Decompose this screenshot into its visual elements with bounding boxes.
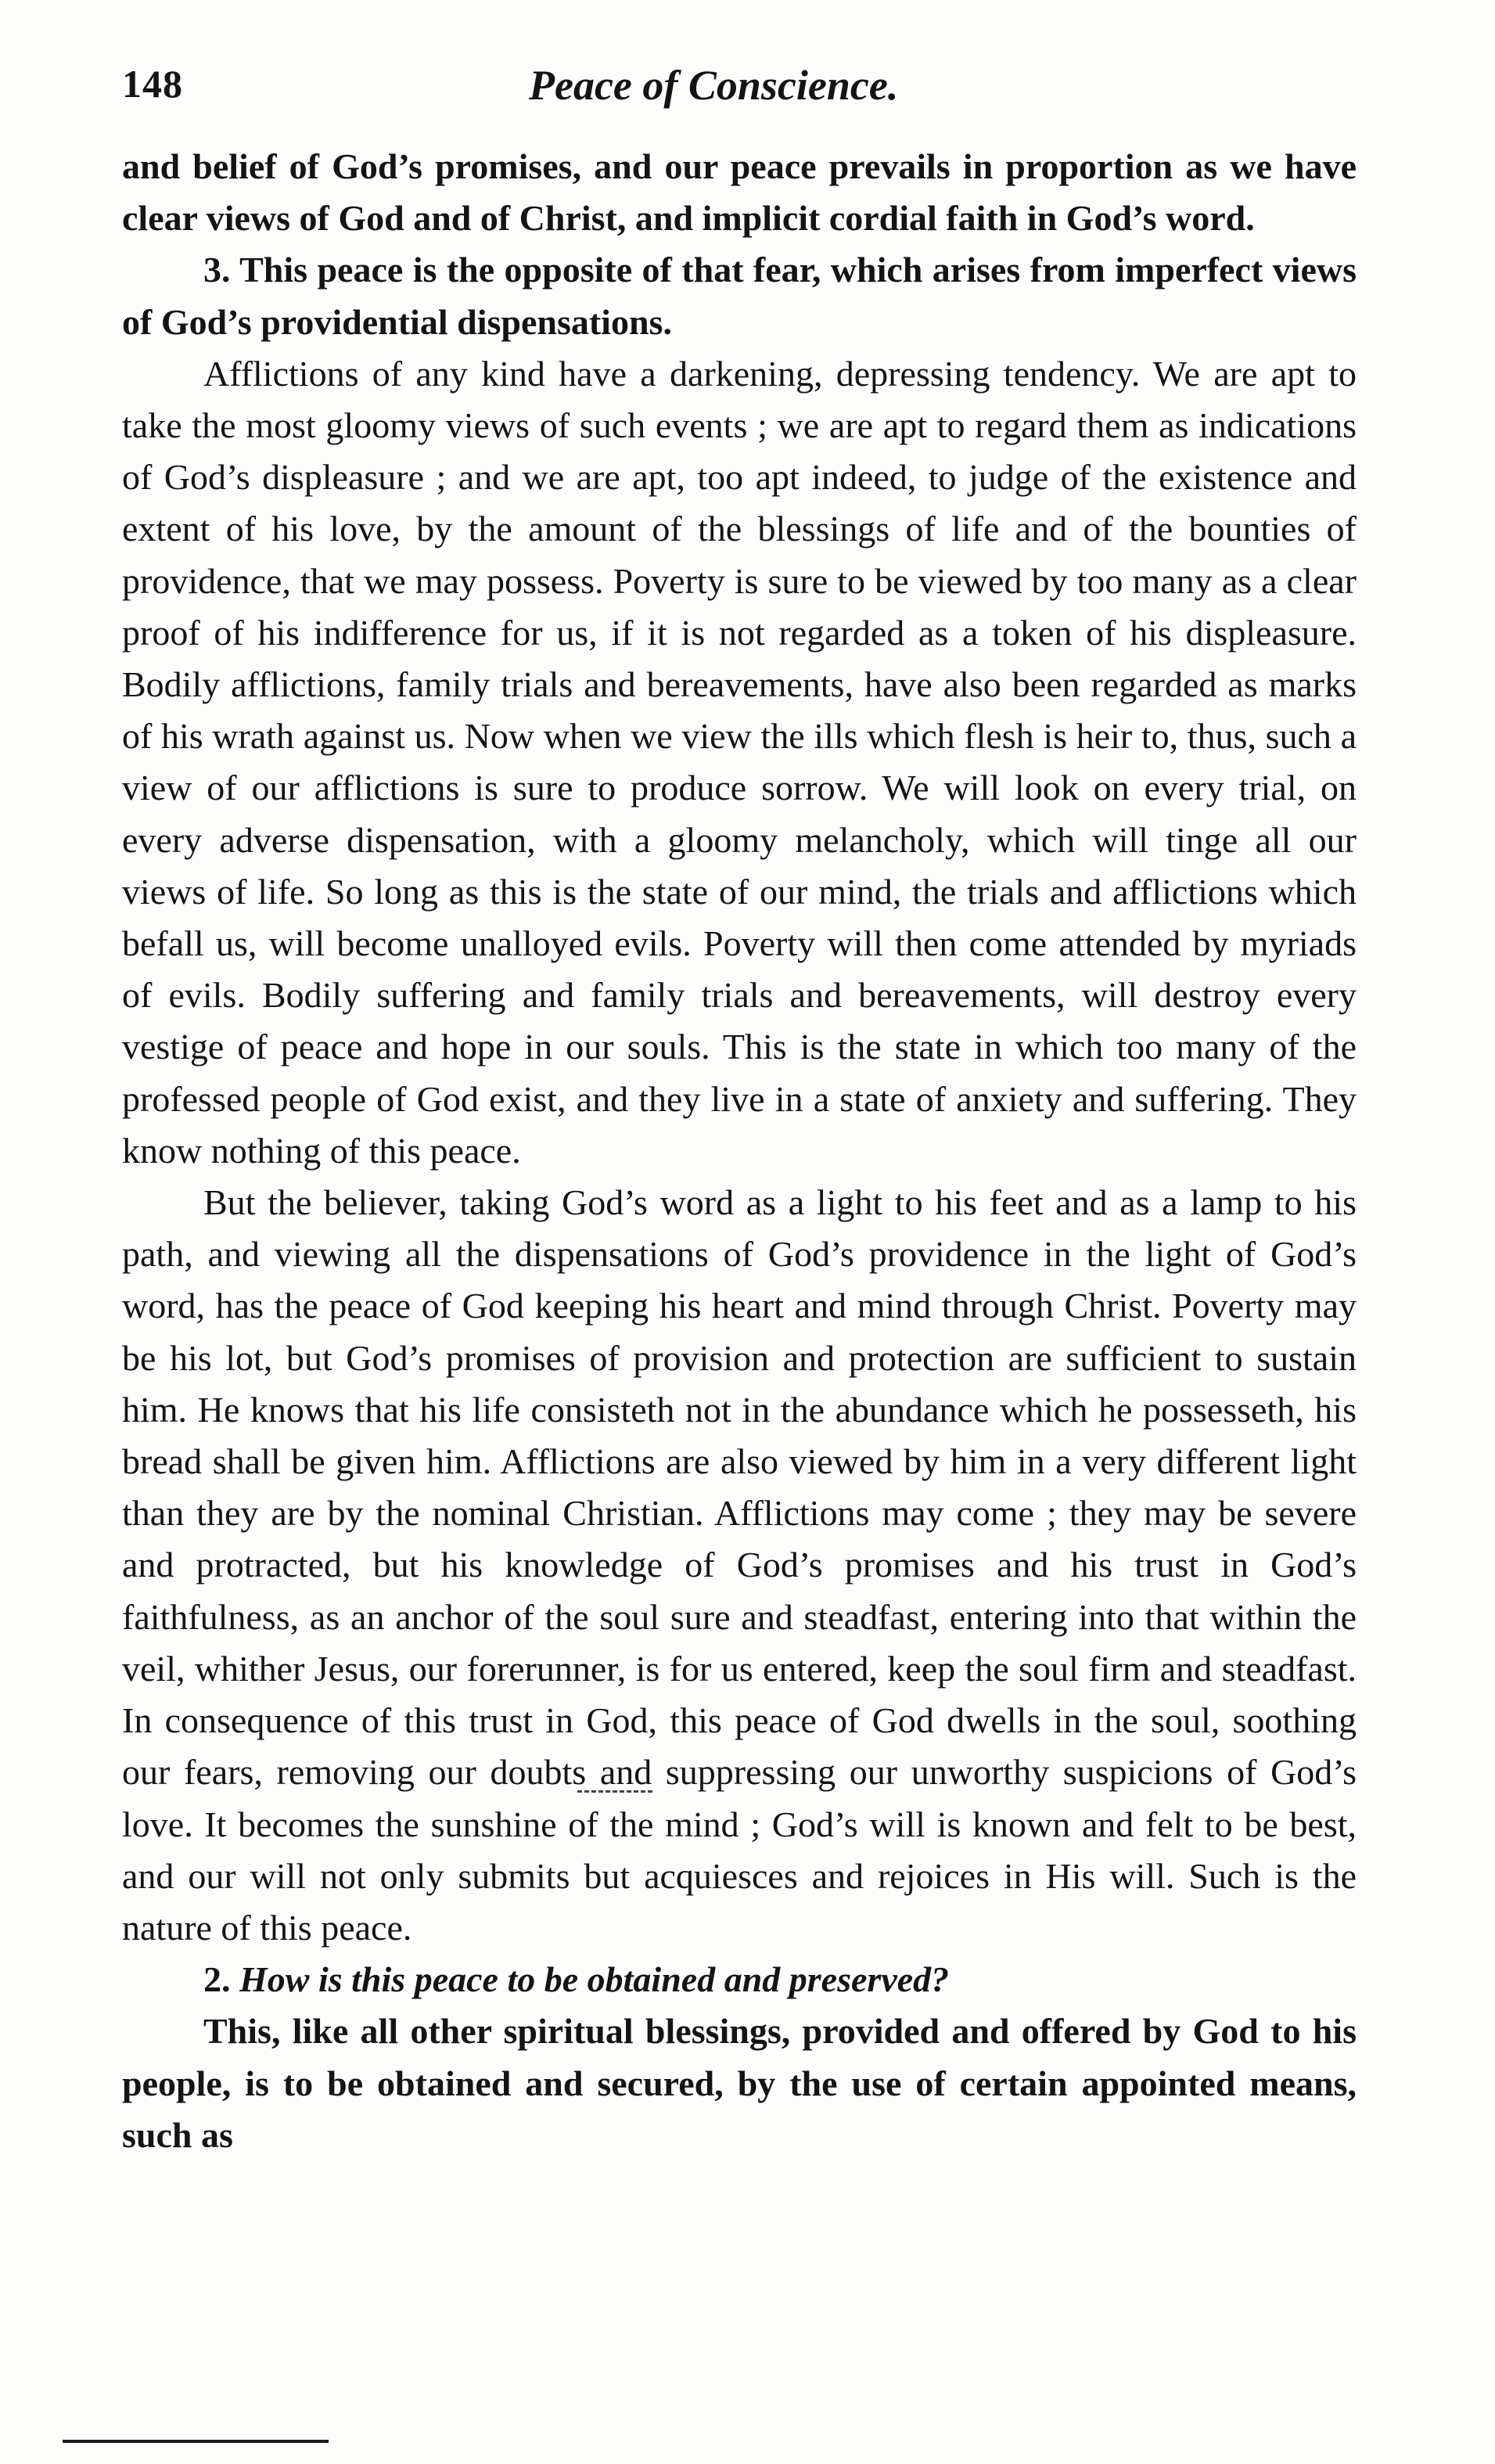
footer-rule bbox=[63, 2440, 329, 2443]
paragraph-continuation: and belief of God’s promises, and our peace prevails in proportion as we have clear views of God and of Christ, and implicit cordial faith in God’s word. bbox=[122, 146, 1357, 239]
question-text: How is this peace to be obtained and preserved? bbox=[239, 1959, 950, 2000]
end-of-text-mark bbox=[577, 1790, 652, 1795]
page-number: 148 bbox=[122, 62, 183, 106]
running-title: Peace of Conscience. bbox=[529, 62, 899, 109]
paragraph-believer: But the believer, taking God’s word as a light to his feet and as a lamp to his path, and viewing all the dispensations of God’s providence in the light of God’s word, has the peace of God keeping his heart and mind through Christ. Poverty may be his lot, but God’s promises of provision and protection are sufficient to sustain him. He knows that his life consisteth not in the abundance which he possesseth, his bread shall be given him. Afflictions are also viewed by him in a very different light than they are by the nominal Christian. Afflictions may come ; they may be severe and protracted, but his knowledge of God’s promises and his trust in God’s faithfulness, as an anchor of the soul sure and steadfast, entering into that within the veil, whither Jesus, our forerunner, is for us entered, keep the soul firm and steadfast. In consequence of this trust in God, this peace of God dwells in the soul, soothing our fears, removing our doubts and suppressing our unworthy suspicions of God’s love. It becomes the sunshine of the mind ; God’s will is known and felt to be best, and our will not only submits but acquiesces and rejoices in His will. Such is the nature of this peace. bbox=[122, 1182, 1357, 1948]
paragraph-point-3: 3. This peace is the opposite of that fear, which arises from imperfect views of God’s providential dispensations. bbox=[122, 250, 1357, 342]
paragraph-final: This, like all other spiritual blessings, provided and offered by God to his people, is to be obtained and secured, by the use of certain appointed means, such as bbox=[122, 2011, 1357, 2155]
page-header bbox=[122, 61, 1358, 124]
section-question bbox=[122, 1954, 1357, 2005]
body-text bbox=[122, 141, 1357, 2161]
question-number: 2. bbox=[203, 1959, 231, 2000]
paragraph-afflictions: Afflictions of any kind have a darkening, depressing tendency. We are apt to take the most gloomy views of such events ; we are apt to regard them as indications of God’s displeasure ; and we are apt, too apt indeed, to judge of the existence and extent of his love, by the amount of the blessings of life and of the bounties of providence, that we may possess. Poverty is sure to be viewed by too many as a clear proof of his indifference for us, if it is not regarded as a token of his displeasure. Bodily afflictions, family trials and bereavements, have also been regarded as marks of his wrath against us. Now when we view the ills which flesh is heir to, thus, such a view of our afflictions is sure to produce sorrow. We will look on every trial, on every adverse dispensation, with a gloomy melancholy, which will tinge all our views of life. So long as this is the state of our mind, the trials and afflictions which befall us, will become unalloyed evils. Poverty will then come attended by myriads of evils. Bodily suffering and family trials and bereavements, will destroy every vestige of peace and hope in our souls. This is the state in which too many of the professed people of God exist, and they live in a state of anxiety and suffering. They know nothing of this peace. bbox=[122, 353, 1357, 1171]
